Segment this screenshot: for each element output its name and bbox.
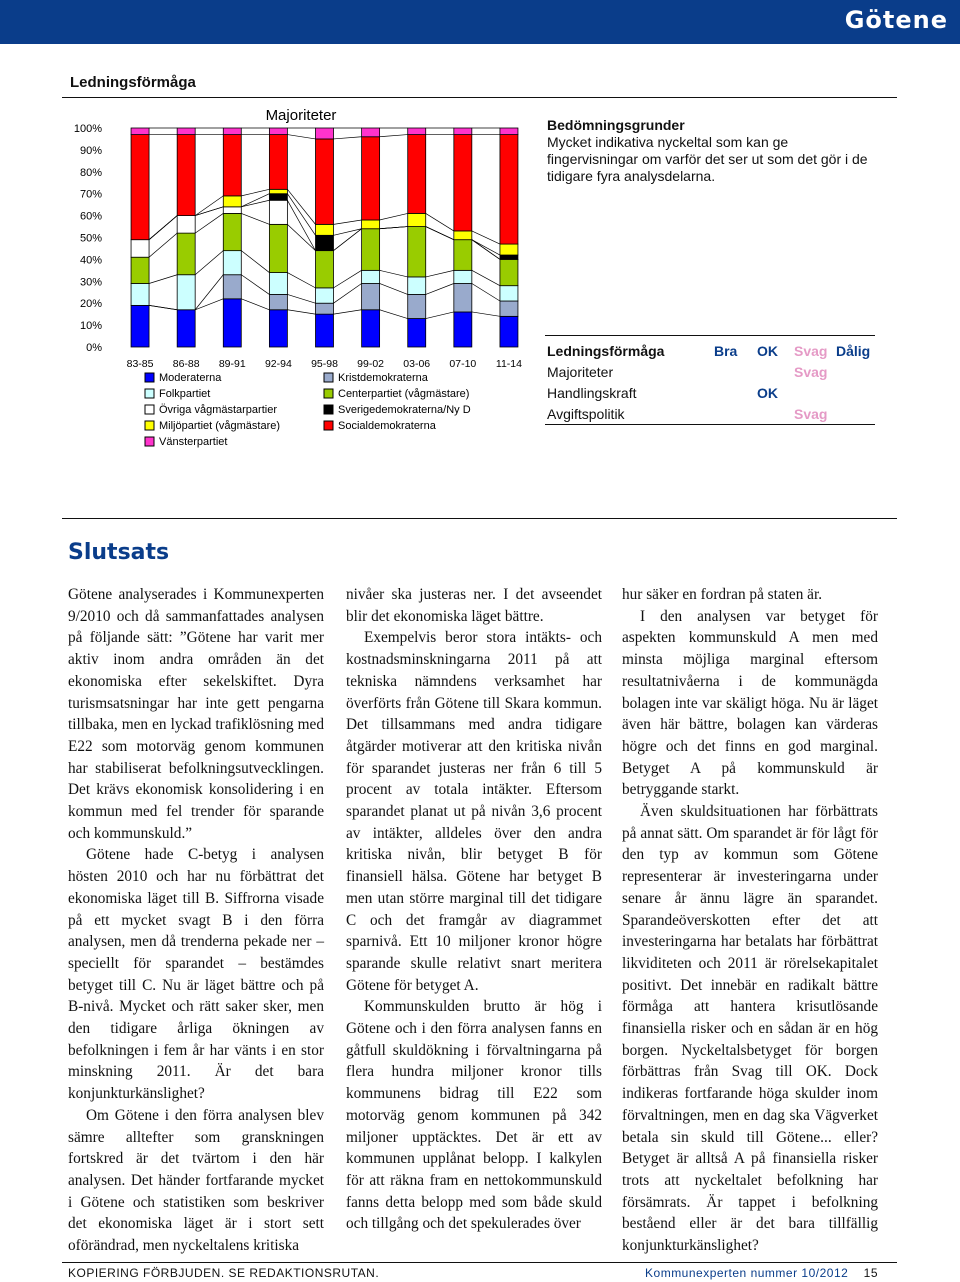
rating-table [547,341,877,425]
x-tick-label: 03-06 [403,358,431,370]
series-connector [241,299,269,310]
legend-swatch [145,389,154,398]
paragraph: Götene hade C-betyg i analysen hösten 2010 och har nu förbättrat det ekonomiska läget till B. Siffrorna visade på ett mycket svagt B i den förra analysen, men då trenderna pekade ner – speciellt för sparandet – bestämdes betyget till C. Nu är läget bättre och på B-nivå. Mycket och rätt saker sker, men den tidigare årliga ökningen av befolkningen i fem år har vänts i en stor minskning 2011. Är det bara konjunkturkänslighet? [68,846,324,1103]
series-connector [472,270,500,285]
bar-segment [408,213,426,226]
paragraph: hur säker en fordran på staten är. [622,586,823,603]
series-connector [287,273,315,288]
paragraph: I den analysen var betyget för aspekten kommunskuld A men med minsta möjliga marginal eftersom resultatnivåerna i de kommunägda bolagen inte var skäligt höga. Nu är läget även här bättre, bolagen kan värderas högre och det finns en god marginal. Betyget A på kommunskuld är betryggande starkt. [622,607,878,799]
rating-row-value: OK [757,385,778,401]
series-connector [195,213,223,233]
bar-segment [454,135,472,231]
legend-swatch [145,373,154,382]
x-tick-label: 11-14 [495,358,522,370]
x-tick-label: 07-10 [449,358,477,370]
series-connector [195,207,223,216]
legend-label: Socialdemokraterna [338,420,436,432]
bar-segment [316,224,334,235]
bar-segment [362,283,380,309]
majority-chart [62,98,540,460]
paragraph: Även skuldsituationen har förbättrats på annat sätt. Om sparandet är för lågt för den typ av kommun som Götene representerar är investeringarna under senare år ännu lägre än sparandet. Sparandeöverskotten efter det att investeringarna har betalats har förbättrat likviditeten och 2011 är rörelsekapitalet positivt. Det innebär en radikalt bättre förmåga att hantera krisutlösande finansiella risker och en sådan är en hög borgen. Nyckeltalsbetyget för borgen förbättras från Svag till OK. Dock indikeras fortfarande höga skulder inom förvaltningen, men en dag ska Vägverket betala sin skuld till Götene... eller? Betyget är alltså A på finansiella risker trots att nyckeltalet befolkning har försämrats. Är tappet i befolkning beståend eller är det bara tillfällig konjunkturkänslighet? [622,803,878,1255]
series-connector [472,312,500,316]
rating-row-value: Svag [794,406,828,422]
series-connector [380,213,408,220]
y-tick-label: 50% [79,232,102,245]
series-connector [426,312,454,319]
body-column-1 [68,584,324,1257]
series-connector [426,283,454,294]
bar-segment [269,200,287,224]
bar-segment [454,283,472,311]
series-connector [287,310,315,314]
bar-segment [408,277,426,295]
x-tick-label: 92-94 [264,358,292,370]
y-tick-label: 30% [79,276,102,289]
chart-bars [131,128,518,347]
x-tick-label: 86-88 [172,358,200,370]
series-connector [241,275,269,295]
bar-segment [362,310,380,347]
rating-title: Ledningsförmåga [547,343,665,359]
series-connector [287,194,315,236]
rating-rule [545,335,875,336]
bar-segment [500,301,518,316]
series-connector [380,227,408,229]
bar-segment [408,294,426,318]
bar-segment [500,286,518,301]
series-connector [334,220,362,224]
series-connector [241,194,269,207]
bar-segment [362,270,380,283]
series-connector [287,200,315,250]
series-connector [334,137,362,139]
series-connector [334,283,362,303]
series-connector [334,310,362,314]
legend-label: Övriga vågmästarpartier [159,404,277,416]
municipality-name: Götene [844,6,948,34]
legend-swatch [324,421,333,430]
conclusion-title: Slutsats [68,540,170,565]
bar-segment [269,135,287,190]
bar-segment [408,128,426,135]
series-connector [472,283,500,301]
y-tick-label: 70% [79,188,102,201]
rating-col-svag: Svag [794,343,828,359]
y-tick-label: 0% [86,342,102,354]
y-tick-label: 20% [79,298,102,311]
legend-label: Kristdemokraterna [338,372,428,384]
x-tick-label: 83-85 [126,358,154,370]
bar-segment [177,233,195,275]
series-connector [380,135,408,137]
series-connector [334,270,362,288]
bar-segment [223,213,241,250]
assessment-text: Mycket indikativa nyckeltal som kan ge fingervisningar om varför det ser ut som det gör i de tidigare fyra analysdelarna. [547,134,868,184]
series-connector [380,270,408,277]
legend-label: Vänsterpartiet [159,436,228,448]
bar-segment [223,251,241,275]
paragraph: Kommunskulden brutto är hög i Götene och i den förra analysen fanns en gåtfull skuldökning i förvaltningarna på flera hundra miljoner kronor tills kommunens bidrag till E22 som motorväg genom kommunen på 342 miljoner upptäcktes. Det är ett av kommunen upplånat belopp. I kalkylen för att räkna fram en nettokommunskuld fanns detta belopp med som både skuld och tillgång och det spekulerades över [346,998,602,1233]
rating-col-ok: OK [757,343,778,359]
bar-segment [454,240,472,271]
rating-row-value: Svag [794,364,828,380]
bar-segment [316,235,334,250]
assessment-title: Bedömningsgrunder [547,117,685,133]
series-connector [149,305,177,309]
rating-row-majoriteter [547,362,877,383]
bar-segment [223,207,241,214]
body-column-2 [346,584,602,1235]
bar-segment [177,310,195,347]
series-connector [241,213,269,224]
page-number: 15 [863,1266,878,1280]
bar-segment [500,259,518,285]
footer-copyright: KOPIERING FÖRBJUDEN. SE REDAKTIONSRUTAN. [68,1266,380,1280]
y-tick-label: 80% [79,166,102,179]
y-tick-label: 90% [79,144,102,157]
x-tick-label: 95-98 [311,358,338,370]
header-bar [0,0,960,44]
bar-segment [269,189,287,193]
bar-segment [177,275,195,310]
series-connector [472,240,500,260]
bar-segment [177,128,195,135]
bar-segment [223,299,241,347]
bar-segment [316,288,334,303]
legend-swatch [145,421,154,430]
bar-segment [500,244,518,255]
bar-segment [223,135,241,196]
series-connector [426,270,454,277]
bar-segment [223,128,241,135]
y-tick-label: 40% [79,254,102,267]
bar-segment [500,128,518,135]
chart-title: Majoriteter [265,107,337,124]
bar-segment [454,312,472,347]
bar-segment [408,135,426,214]
bar-segment [316,314,334,347]
slutsats-rule [62,518,897,519]
bar-segment [131,257,149,283]
series-connector [195,251,223,275]
paragraph: Exempelvis beror stora intäkts- och kostnadsminskningarna 2011 på att tekniska nämndens verksamhet har överförts från Götene till Skara kommun. Det tillsammans med andra tidigare åtgärder motiverar att den kritiska nivån för sparandet justeras ner från 6 till 5 procent av totala intäkter. Eftersom sparandet planat ut på nivån 3,6 procent av intäkter, alldeles över den andra kritiska nivån, blir betyget B för finansiell hälsa. Götene har betyget B men utan större marginal till det tidigare C och det framgår av diagrammet sparnivå. Ett 10 miljoner kronor högre sparande skulle relativt snart meritera Götene för betyget A. [346,629,602,994]
y-tick-label: 100% [73,123,102,135]
rating-bottom-rule [545,424,875,425]
bar-segment [131,135,149,240]
bar-segment [131,240,149,258]
bar-segment [316,303,334,314]
section-title: Ledningsförmåga [70,74,196,91]
bar-segment [177,216,195,234]
y-tick-label: 60% [79,210,102,223]
bar-segment [131,305,149,347]
bar-segment [500,135,518,245]
series-connector [149,275,177,284]
bar-segment [269,273,287,295]
bar-segment [362,229,380,271]
body-column-3 [622,584,878,1257]
y-tick-label: 10% [79,320,102,333]
bar-segment [269,128,287,135]
series-connector [241,189,269,196]
bar-segment [269,310,287,347]
legend-label: Miljöpartiet (vågmästare) [159,420,281,432]
paragraph: Om Götene i den förra analysen blev sämre alltefter som granskningen fortskred är det tvärtom i den här analysen. Det händer fortfarande mycket i Götene och statistiken som beskriver det ekonomiska läget är i stort sett oförändrad, men nyckeltalens kritiska [68,1106,324,1255]
bar-segment [454,231,472,240]
x-tick-label: 89-91 [218,358,246,370]
footer-publication [645,1266,878,1280]
paragraph: nivåer ska justeras ner. I det avseendet blir det ekonomiska läget bättre. [346,586,602,625]
legend-label: Centerpartiet (vågmästare) [338,388,470,400]
bar-segment [131,283,149,305]
legend-swatch [324,373,333,382]
bar-segment [500,316,518,347]
bar-segment [316,251,334,288]
series-connector [380,283,408,294]
series-connector [241,200,269,207]
rating-row-label: Handlingskraft [547,385,637,401]
bar-segment [269,224,287,272]
bar-segment [131,128,149,135]
bar-segment [500,255,518,259]
bar-segment [316,128,334,139]
series-connector [287,135,315,139]
rating-row-label: Majoriteter [547,364,614,380]
bar-segment [223,196,241,207]
legend-label: Folkpartiet [159,388,211,400]
legend-swatch [324,405,333,414]
series-connector [195,196,223,216]
bar-segment [177,135,195,216]
rating-col-dalig: Dålig [836,343,871,359]
x-tick-label: 99-02 [357,358,385,370]
bar-segment [408,227,426,277]
series-connector [241,251,269,273]
footer-rule [62,1262,897,1263]
bar-segment [362,137,380,220]
rating-row-avgiftspolitik [547,404,877,425]
series-connector [380,310,408,319]
rating-row-label: Avgiftspolitik [547,406,625,422]
rating-header-row [547,341,877,362]
legend-swatch [145,405,154,414]
bar-segment [269,294,287,309]
assessment-note [547,117,877,185]
legend-label: Moderaterna [159,372,222,384]
bar-segment [316,139,334,224]
bar-segment [408,319,426,347]
series-connector [287,189,315,224]
series-connector [149,216,177,240]
series-connector [149,233,177,257]
legend-label: Sverigedemokraterna/Ny D [338,404,471,416]
bar-segment [223,275,241,299]
bar-segment [269,194,287,201]
chart-legend [145,372,471,448]
bar-segment [454,270,472,283]
legend-swatch [324,389,333,398]
legend-swatch [145,437,154,446]
bar-segment [362,220,380,229]
series-connector [287,294,315,303]
paragraph: Götene analyserades i Kommunexperten 9/2010 och då sammanfattades analysen på följande sätt: ”Götene har varit mer aktiv inom andra områden än det ekonomiska efter sekelskiftet. Dyra turismsatsningar har inte gett pengarna tillbaka, men en lyckad trafiklösning med E22 som motorväg genom kommunen har stabiliserat befolkningsutvecklingen. Det krävs ekonomisk konsolidering i en kommun med fel trender för sparande och kommunskuld.” [68,586,324,842]
rating-col-bra: Bra [714,343,738,359]
bar-segment [454,128,472,135]
bar-segment [362,128,380,137]
series-connector [287,224,315,250]
publication-name: Kommunexperten nummer 10/2012 [645,1266,849,1280]
rating-row-handlingskraft [547,383,877,404]
